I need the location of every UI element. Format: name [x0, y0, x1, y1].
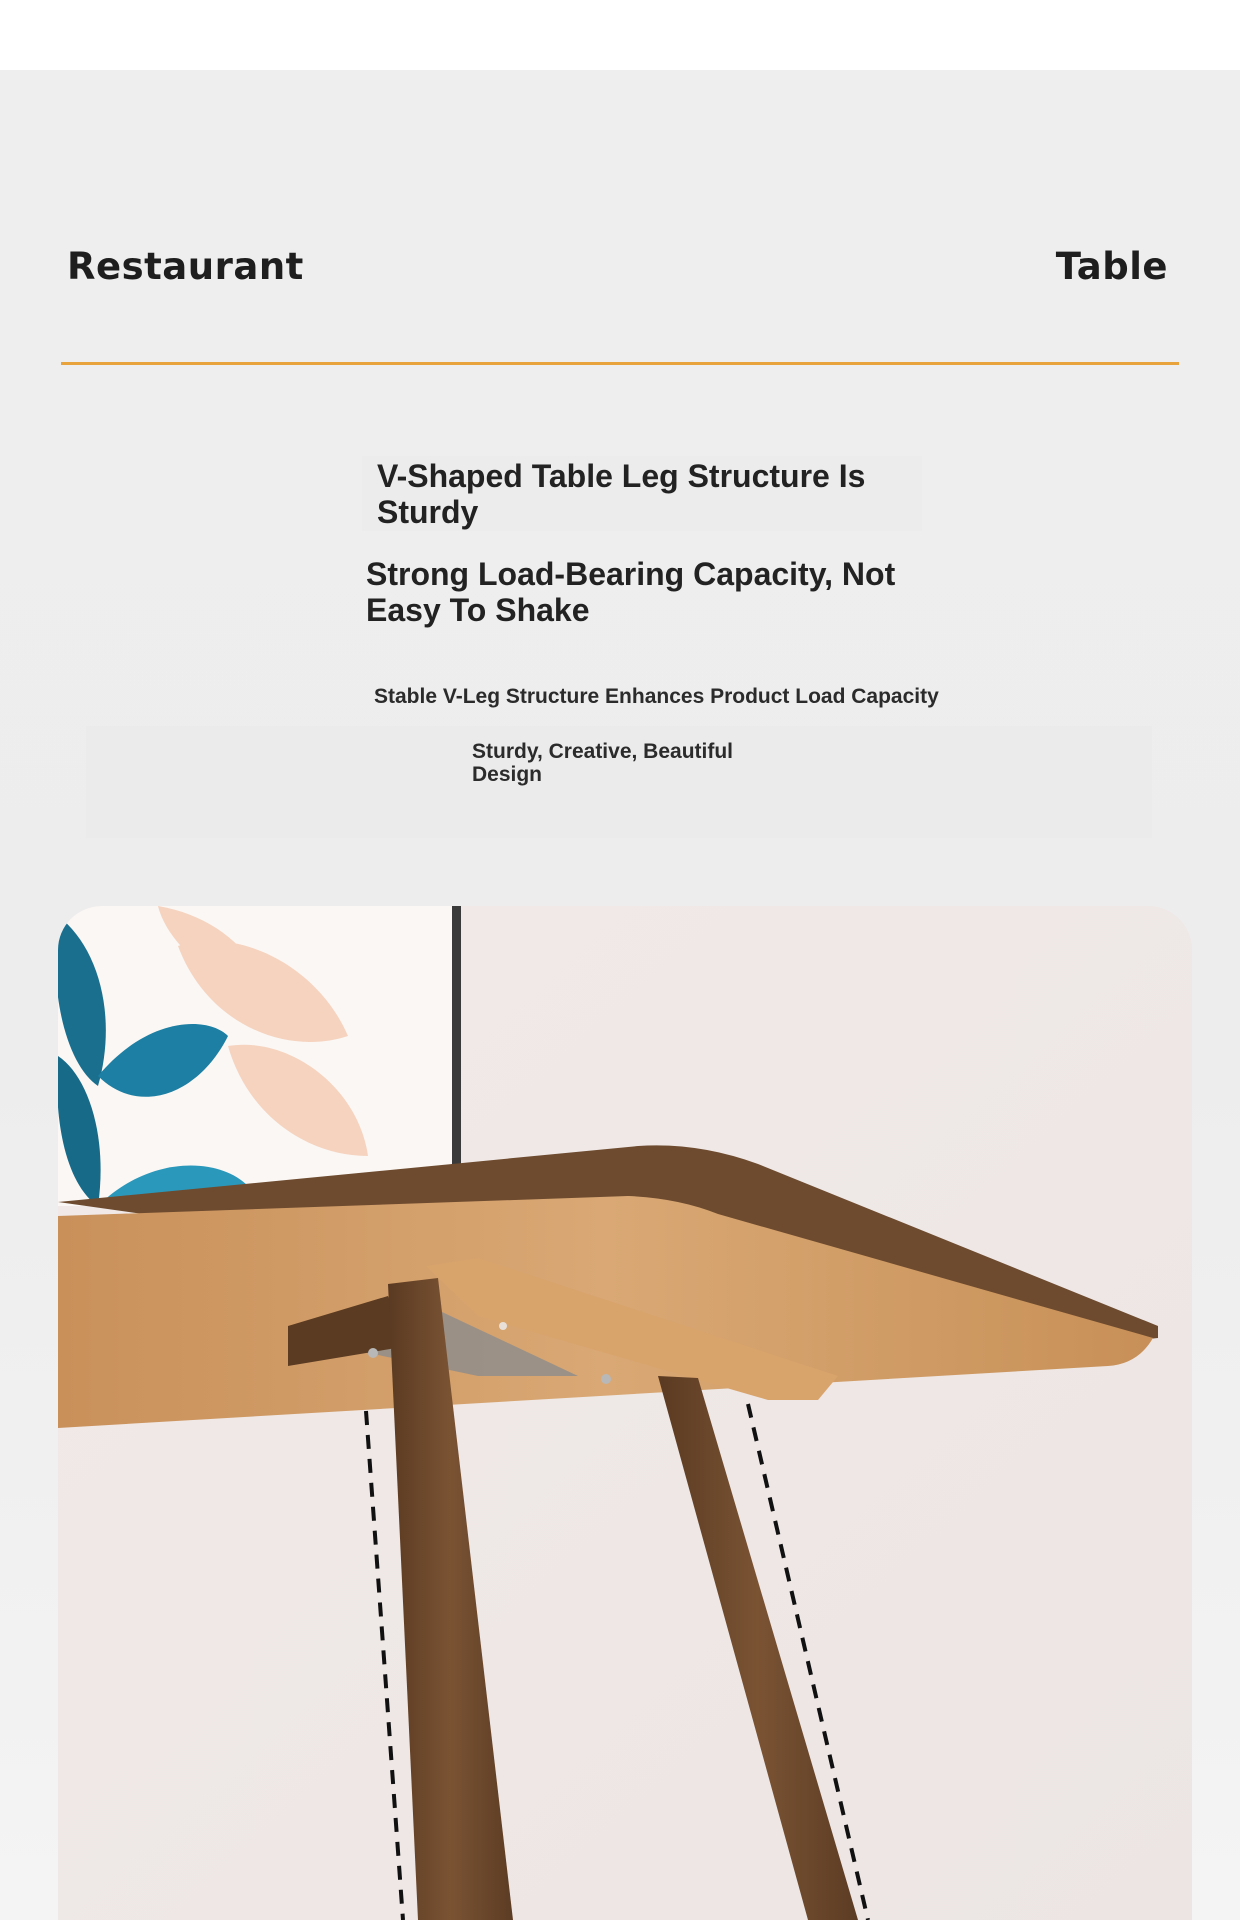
headline-secondary: Strong Load-Bearing Capacity, Not Easy To Shake — [366, 556, 896, 628]
table-illustration — [58, 906, 1192, 1920]
feature-tagline: Sturdy, Creative, Beautiful Design — [472, 740, 734, 786]
screw-icon — [499, 1322, 507, 1330]
product-photo — [58, 906, 1192, 1920]
brand-label-table: Table — [1055, 245, 1168, 288]
accent-divider — [61, 362, 1179, 365]
wall-art-frame — [58, 906, 461, 1210]
screw-icon — [601, 1374, 611, 1384]
brand-label-restaurant: Restaurant — [67, 245, 304, 288]
feature-subtitle: Stable V-Leg Structure Enhances Product Load Capacity — [374, 685, 939, 708]
headline-primary: V-Shaped Table Leg Structure Is Sturdy — [377, 458, 866, 530]
screw-icon — [368, 1348, 378, 1358]
